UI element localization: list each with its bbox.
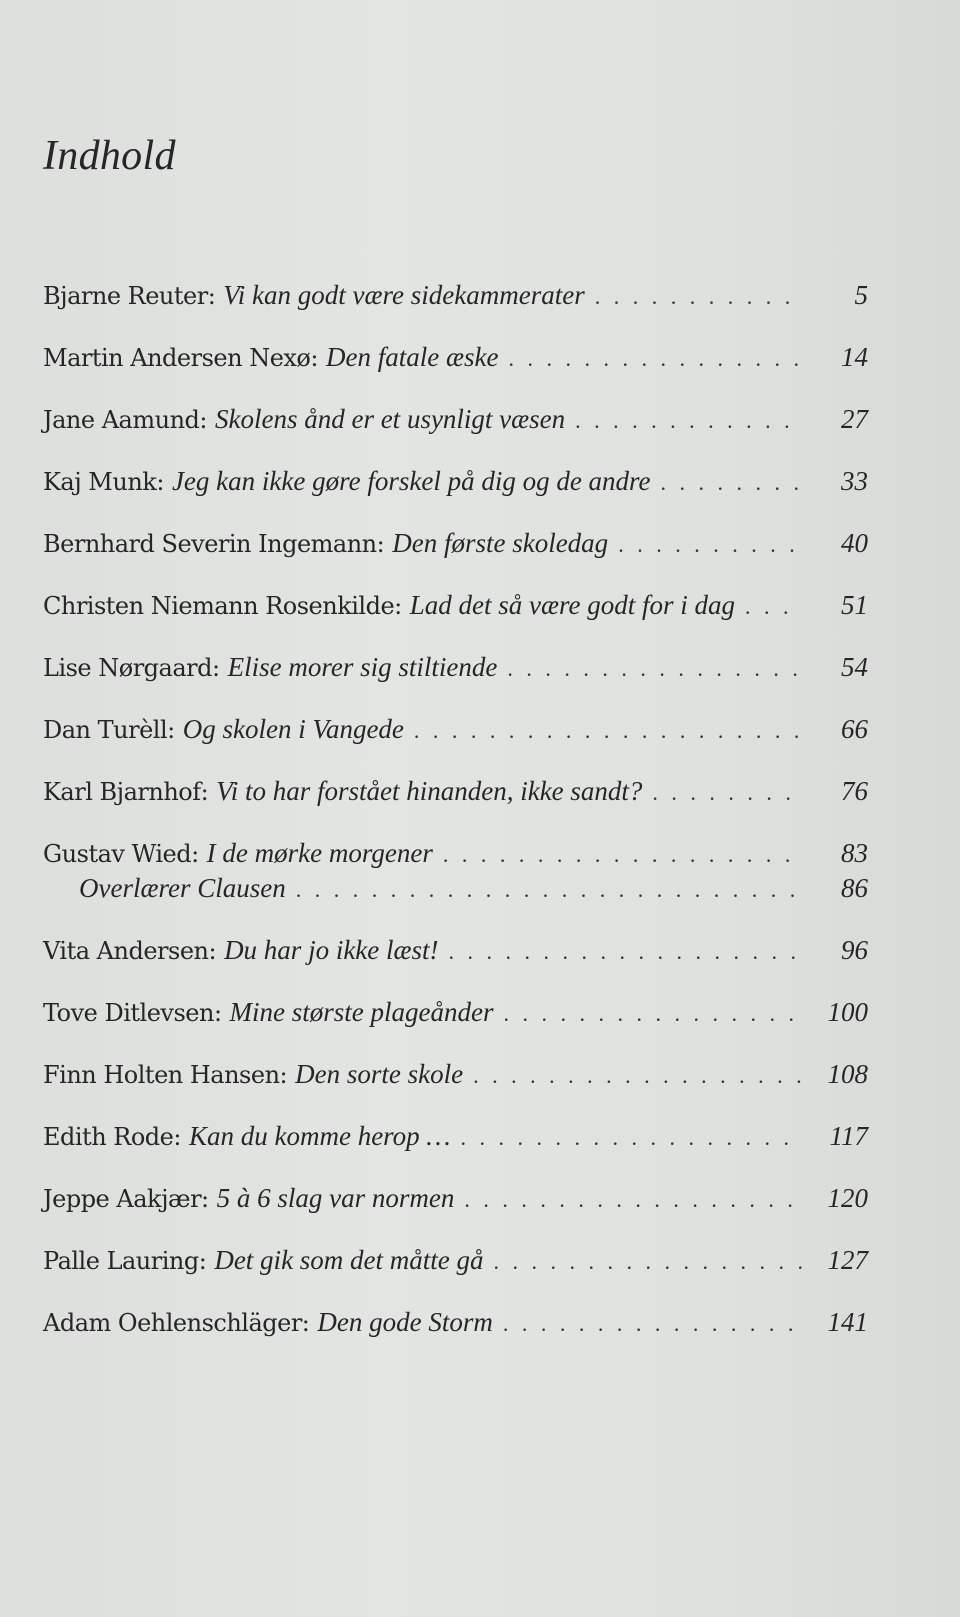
- toc-line: [43, 1181, 868, 1216]
- toc-line: [43, 464, 868, 499]
- toc-author: Gustav Wied:: [43, 840, 199, 868]
- toc-entry: [43, 402, 868, 437]
- toc-entry: [43, 526, 868, 561]
- dot-leader: [296, 872, 802, 907]
- toc-author: Bjarne Reuter:: [43, 282, 216, 310]
- toc-page-number: 108: [827, 1059, 868, 1089]
- toc-author: Jane Aamund:: [43, 406, 207, 434]
- dot-leader: [595, 279, 802, 314]
- toc-entry: [43, 588, 868, 623]
- toc-page-number: 86: [841, 873, 868, 903]
- page-title: Indhold: [43, 133, 176, 179]
- toc-work-title: Den gode Storm: [317, 1307, 493, 1337]
- toc-work-title: Overlærer Clausen: [79, 873, 286, 903]
- toc-entry: [43, 1305, 868, 1340]
- dot-leader: [652, 775, 802, 810]
- toc-entry: [43, 464, 868, 499]
- toc-author: Martin Andersen Nexø:: [43, 344, 318, 372]
- toc-page-number: 51: [841, 590, 868, 620]
- toc-page-number: 83: [841, 838, 868, 868]
- toc-entry: [43, 933, 868, 968]
- toc-work-title: Vi to har forstået hinanden, ikke sandt?: [216, 776, 643, 806]
- dot-leader: [473, 1058, 802, 1093]
- dot-leader: [414, 713, 802, 748]
- toc-author: Lise Nørgaard:: [43, 654, 220, 682]
- toc-line: [43, 650, 868, 685]
- toc-author: Christen Niemann Rosenkilde:: [43, 592, 402, 620]
- toc-line: [43, 526, 868, 561]
- toc-entry: [43, 1181, 868, 1216]
- toc-line: [43, 588, 868, 623]
- toc-work-title: Den fatale æske: [325, 342, 499, 372]
- toc-work-title: I de mørke morgener: [206, 838, 433, 868]
- toc-line: [43, 402, 868, 437]
- dot-leader: [503, 1306, 802, 1341]
- dot-leader: [508, 341, 802, 376]
- toc-line: [43, 995, 868, 1030]
- toc-entry: [43, 712, 868, 747]
- toc-entry: [43, 774, 868, 809]
- toc-author: Edith Rode:: [43, 1123, 181, 1151]
- toc-entry: [43, 995, 868, 1030]
- dot-leader: [661, 465, 802, 500]
- toc-entry: [43, 1119, 868, 1154]
- toc-line: [43, 1243, 868, 1278]
- dot-leader: [464, 1182, 802, 1217]
- toc-page-number: 120: [827, 1183, 868, 1213]
- toc-page-number: 117: [829, 1121, 868, 1151]
- toc-line: [43, 712, 868, 747]
- toc-work-title: Jeg kan ikke gøre forskel på dig og de andre: [171, 466, 651, 496]
- dot-leader: [618, 527, 802, 562]
- toc-line: [43, 1305, 868, 1340]
- toc-page-number: 66: [841, 714, 868, 744]
- toc-page-number: 33: [841, 466, 868, 496]
- toc-page-number: 40: [841, 528, 868, 558]
- dot-leader: [504, 996, 802, 1031]
- toc-entry: [43, 278, 868, 313]
- toc-line: [43, 774, 868, 809]
- toc-line: [43, 836, 868, 871]
- dot-leader: [494, 1244, 802, 1279]
- toc-work-title: Vi kan godt være sidekammerater: [223, 280, 585, 310]
- toc-page-number: 96: [841, 935, 868, 965]
- toc-entry: [43, 836, 868, 906]
- toc-work-title: Og skolen i Vangede: [182, 714, 404, 744]
- toc-page-number: 76: [841, 776, 868, 806]
- toc-work-title: Kan du komme herop …: [188, 1121, 451, 1151]
- toc-author: Adam Oehlenschläger:: [43, 1309, 310, 1337]
- toc-line: [43, 933, 868, 968]
- toc-work-title: Mine største plageånder: [229, 997, 494, 1027]
- table-of-contents: [43, 278, 868, 1367]
- dot-leader: [443, 837, 802, 872]
- toc-page-number: 5: [854, 280, 868, 310]
- toc-author: Dan Turèll:: [43, 716, 175, 744]
- toc-author: Jeppe Aakjær:: [43, 1185, 209, 1213]
- toc-line: [43, 340, 868, 375]
- toc-line: [43, 278, 868, 313]
- toc-author: Palle Lauring:: [43, 1247, 207, 1275]
- toc-work-title: Du har jo ikke læst!: [224, 935, 439, 965]
- toc-author: Vita Andersen:: [43, 937, 217, 965]
- toc-author: Tove Ditlevsen:: [43, 999, 222, 1027]
- toc-page-number: 100: [827, 997, 868, 1027]
- toc-author: Bernhard Severin Ingemann:: [43, 530, 385, 558]
- toc-line: [43, 1119, 868, 1154]
- toc-work-title: Skolens ånd er et usynligt væsen: [214, 404, 566, 434]
- toc-page-number: 14: [841, 342, 868, 372]
- toc-author: Karl Bjarnhof:: [43, 778, 209, 806]
- toc-work-title: Elise morer sig stiltiende: [227, 652, 498, 682]
- toc-work-title: Det gik som det måtte gå: [214, 1245, 484, 1275]
- toc-author: Kaj Munk:: [43, 468, 164, 496]
- toc-work-title: Den første skoledag: [392, 528, 609, 558]
- toc-entry: [43, 650, 868, 685]
- dot-leader: [449, 934, 802, 969]
- dot-leader: [460, 1120, 802, 1155]
- toc-entry: [43, 340, 868, 375]
- toc-line: [43, 871, 868, 906]
- toc-page-number: 141: [827, 1307, 868, 1337]
- dot-leader: [745, 589, 802, 624]
- toc-entry: [43, 1243, 868, 1278]
- toc-work-title: 5 à 6 slag var normen: [216, 1183, 455, 1213]
- dot-leader: [575, 403, 802, 438]
- toc-author: Finn Holten Hansen:: [43, 1061, 288, 1089]
- toc-page-number: 54: [841, 652, 868, 682]
- toc-page-number: 27: [841, 404, 868, 434]
- dot-leader: [507, 651, 802, 686]
- toc-work-title: Lad det så være godt for i dag: [409, 590, 736, 620]
- toc-work-title: Den sorte skole: [295, 1059, 464, 1089]
- toc-entry: [43, 1057, 868, 1092]
- toc-line: [43, 1057, 868, 1092]
- toc-page-number: 127: [827, 1245, 868, 1275]
